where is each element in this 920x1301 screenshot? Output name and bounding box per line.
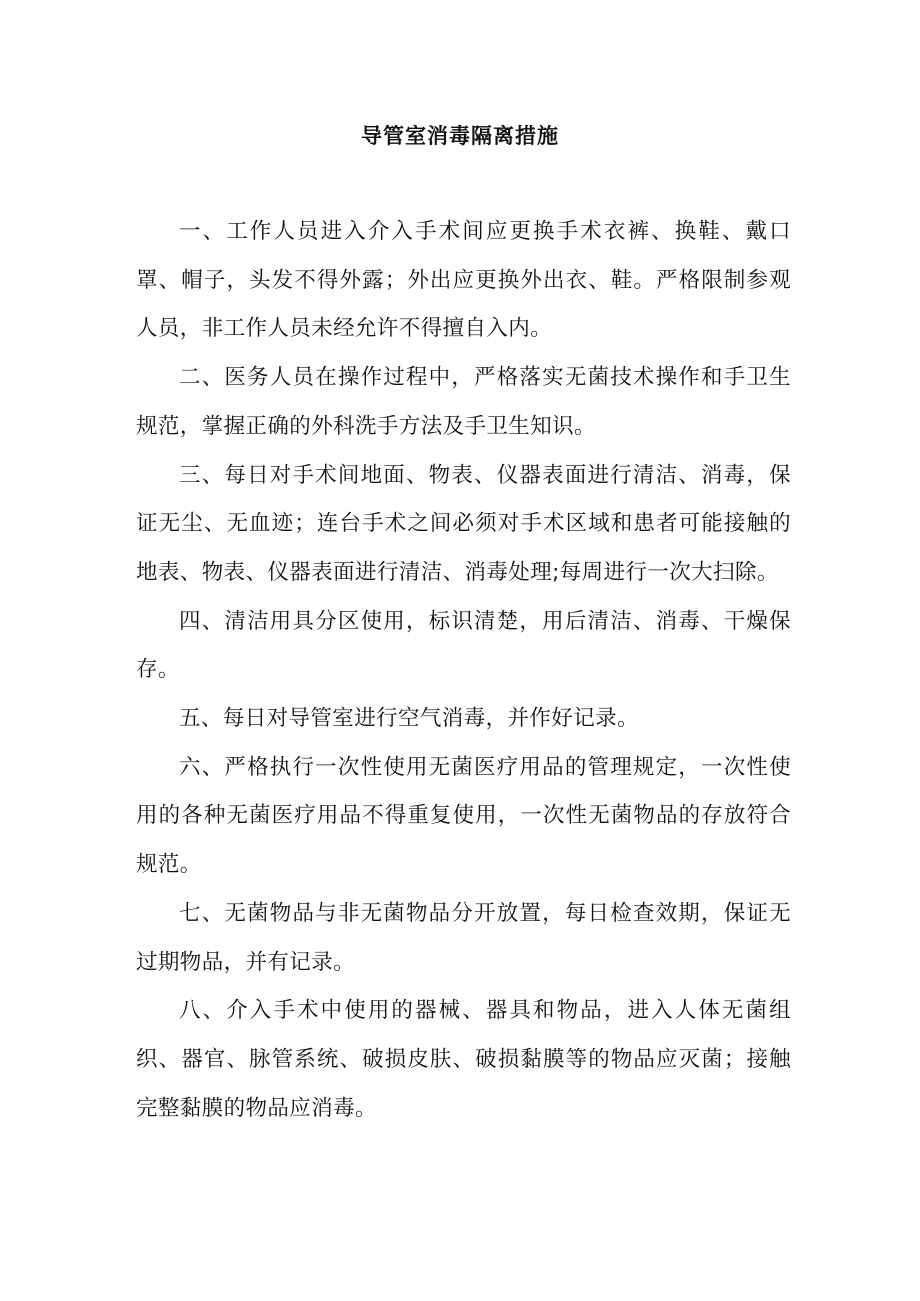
- paragraph-7: 七、无菌物品与非无菌物品分开放置，每日检查效期，保证无过期物品，并有记录。: [136, 900, 791, 975]
- paragraph-5: 五、每日对导管室进行空气消毒，并作好记录。: [179, 706, 639, 732]
- paragraph-4: 四、清洁用具分区使用，标识清楚，用后清洁、消毒、干燥保存。: [136, 608, 791, 683]
- paragraph-6: 六、严格执行一次性使用无菌医疗用品的管理规定，一次性使用的各种无菌医疗用品不得重复使用，一次性无菌物品的存放符合规范。: [136, 754, 791, 878]
- paragraph-3: 三、每日对手术间地面、物表、仪器表面进行清洁、消毒，保证无尘、无血迹；连台手术之间必须对手术区域和患者可能接触的地表、物表、仪器表面进行清洁、消毒处理;每周进行一次大扫除。: [136, 462, 791, 585]
- paragraph-8: 八、介入手术中使用的器械、器具和物品，进入人体无菌组织、器官、脉管系统、破损皮肤、破损黏膜等的物品应灭菌；接触完整黏膜的物品应消毒。: [136, 998, 791, 1121]
- paragraph-2: 二、医务人员在操作过程中，严格落实无菌技术操作和手卫生规范，掌握正确的外科洗手方法及手卫生知识。: [136, 365, 791, 439]
- page-title: 导管室消毒隔离措施: [361, 124, 559, 148]
- document-body: [136, 208, 791, 1133]
- paragraph-1: 一、工作人员进入介入手术间应更换手术衣裤、换鞋、戴口罩、帽子，头发不得外露；外出应更换外出衣、鞋。严格限制参观人员，非工作人员未经允许不得擅自入内。: [136, 219, 791, 342]
